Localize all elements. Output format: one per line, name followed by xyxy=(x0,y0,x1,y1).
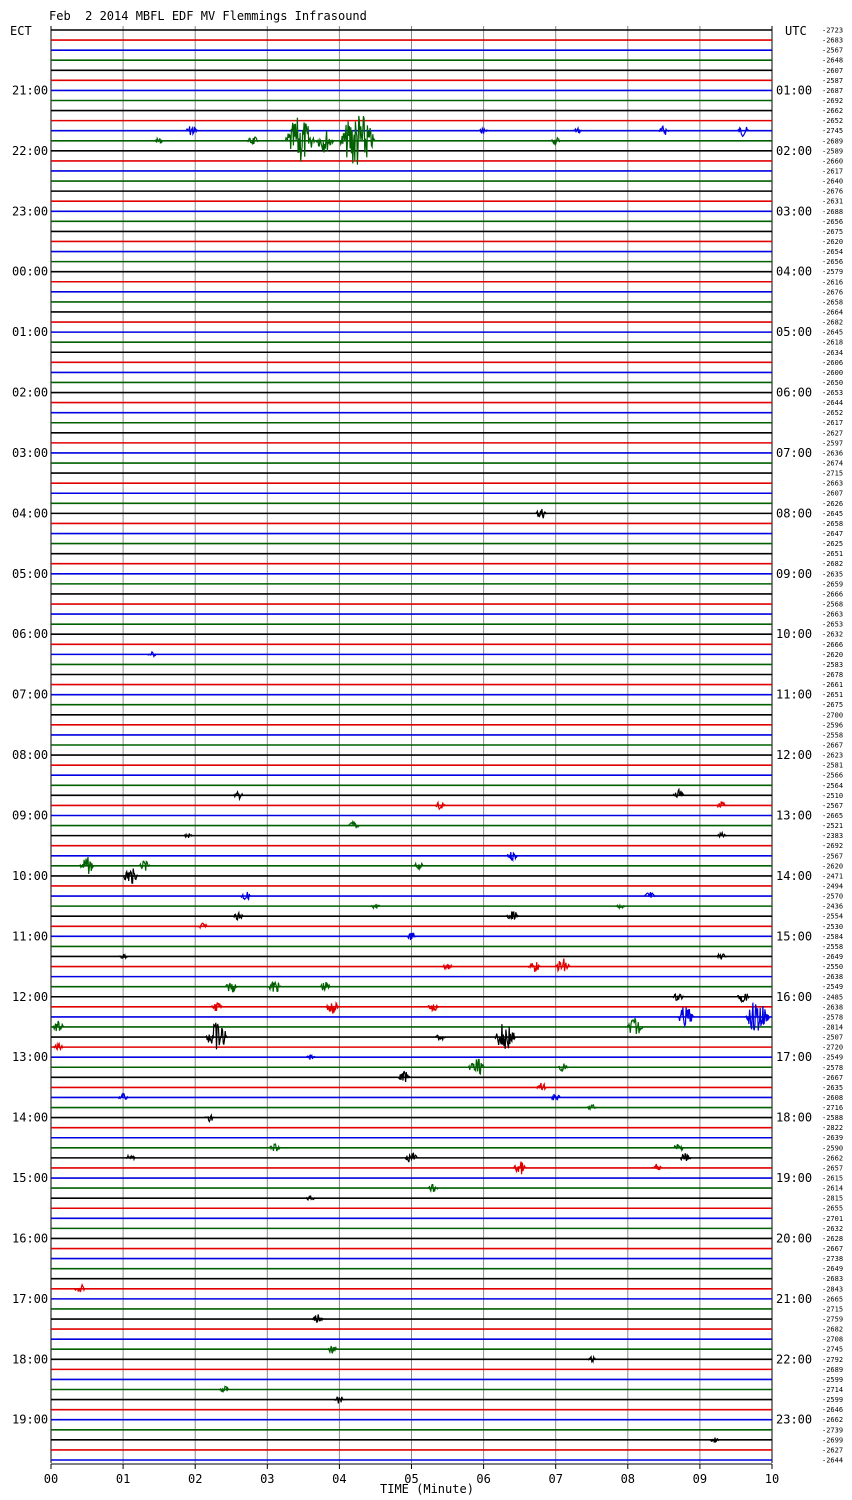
trace-offset-label: -2620 xyxy=(822,862,844,871)
trace-offset-label: -2494 xyxy=(822,882,844,891)
trace-offset-label: -2588 xyxy=(822,1114,844,1123)
trace-offset-label: -2682 xyxy=(822,1325,844,1334)
left-hour-label: 14:00 xyxy=(12,1110,49,1125)
trace-offset-label: -2745 xyxy=(822,127,844,136)
trace-offset-label: -2632 xyxy=(822,630,844,639)
event-burst xyxy=(479,129,488,134)
x-tick-label: 08 xyxy=(620,1472,636,1486)
trace-offset-label: -2383 xyxy=(822,832,844,841)
trace-offset-label: -2682 xyxy=(822,560,844,569)
left-hour-label: 19:00 xyxy=(12,1412,49,1427)
trace-offset-label: -2723 xyxy=(822,26,844,35)
trace-offset-label: -2815 xyxy=(822,1194,844,1203)
event-bursts xyxy=(52,116,769,1443)
trace-offset-label: -2661 xyxy=(822,681,844,690)
x-tick-label: 04 xyxy=(332,1472,347,1486)
left-hour-label: 08:00 xyxy=(12,748,49,763)
x-tick-label: 06 xyxy=(476,1472,491,1486)
x-tick-label: 07 xyxy=(548,1472,563,1486)
trace-offset-label: -2627 xyxy=(822,1446,844,1455)
right-hour-label: 12:00 xyxy=(776,748,813,763)
trace-offset-label: -2607 xyxy=(822,489,844,498)
event-burst xyxy=(536,1083,547,1090)
left-hour-label: 22:00 xyxy=(12,143,49,158)
trace-offset-label: -2578 xyxy=(822,1013,844,1022)
trace-offset-label: -2708 xyxy=(822,1335,844,1344)
trace-offset-label: -2634 xyxy=(822,348,844,357)
trace-offset-label: -2596 xyxy=(822,721,844,730)
trace-offset-label: -2550 xyxy=(822,963,844,972)
trace-offset-label: -2654 xyxy=(822,248,844,257)
event-burst xyxy=(184,834,193,838)
trace-offset-label: -2644 xyxy=(822,399,844,408)
trace-offset-label: -2653 xyxy=(822,389,844,398)
trace-offset-label: -2715 xyxy=(822,469,844,478)
event-burst xyxy=(312,1314,323,1322)
x-tick-label: 02 xyxy=(187,1472,203,1486)
trace-offset-label: -2616 xyxy=(822,278,844,287)
event-burst xyxy=(234,792,244,799)
left-hour-label: 17:00 xyxy=(12,1291,49,1306)
trace-offset-label: -2652 xyxy=(822,409,844,418)
event-burst xyxy=(119,954,128,958)
event-burst xyxy=(495,1024,516,1049)
right-hour-label: 08:00 xyxy=(776,506,813,521)
trace-offset-label: -2567 xyxy=(822,801,844,810)
right-hour-label: 09:00 xyxy=(776,566,813,581)
right-hour-label: 23:00 xyxy=(776,1412,813,1427)
trace-offset-label: -2632 xyxy=(822,1224,844,1233)
trace-offset-label: -2436 xyxy=(822,902,844,911)
trace-offset-label: -2631 xyxy=(822,197,844,206)
trace-offset-label: -2558 xyxy=(822,731,844,740)
x-tick-label: 00 xyxy=(43,1472,59,1486)
trace-offset-label: -2567 xyxy=(822,852,844,861)
trace-offset-label: -2714 xyxy=(822,1386,844,1395)
trace-offset-label: -2640 xyxy=(822,177,844,186)
x-tick-label: 10 xyxy=(764,1472,780,1486)
event-burst xyxy=(371,904,380,908)
trace-offset-label: -2701 xyxy=(822,1214,844,1223)
event-burst xyxy=(320,982,331,990)
left-hour-label: 07:00 xyxy=(12,687,49,702)
trace-offset-label: -2715 xyxy=(822,1305,844,1314)
trace-offset-label: -2471 xyxy=(822,872,844,881)
trace-offset-label: -2682 xyxy=(822,318,844,327)
right-hour-label: 01:00 xyxy=(776,83,813,98)
trace-offset-label: -2650 xyxy=(822,378,844,387)
trace-offset-label: -2549 xyxy=(822,1053,844,1062)
trace-offset-label: -2620 xyxy=(822,237,844,246)
trace-offset-label: -2648 xyxy=(822,56,844,65)
right-hour-label: 20:00 xyxy=(776,1231,813,1246)
trace-offset-label: -2658 xyxy=(822,298,844,307)
trace-offset-label: -2599 xyxy=(822,1375,844,1384)
trace-offset-label: -2554 xyxy=(822,912,844,921)
event-burst xyxy=(737,127,749,136)
trace-offset-label: -2584 xyxy=(822,932,844,941)
event-burst xyxy=(428,1185,438,1192)
trace-offset-label: -2607 xyxy=(822,66,844,75)
right-hour-label: 03:00 xyxy=(776,204,813,219)
trace-offset-label: -2599 xyxy=(822,1396,844,1405)
trace-offset-label: -2663 xyxy=(822,479,844,488)
event-burst xyxy=(528,962,540,972)
trace-offset-label: -2738 xyxy=(822,1255,844,1264)
right-hour-label: 13:00 xyxy=(776,808,813,823)
left-timezone-label: ECT xyxy=(10,24,32,38)
event-burst xyxy=(407,933,417,940)
event-burst xyxy=(535,509,547,518)
trace-offset-label: -2597 xyxy=(822,439,844,448)
trace-offset-label: -2558 xyxy=(822,942,844,951)
x-tick-label: 03 xyxy=(260,1472,275,1486)
event-burst xyxy=(627,1018,643,1034)
x-axis-label: TIME (Minute) xyxy=(380,1482,474,1496)
left-hour-label: 10:00 xyxy=(12,868,49,883)
left-hour-label: 05:00 xyxy=(12,566,49,581)
trace-offset-label: -2530 xyxy=(822,922,844,931)
trace-offset-label: -2564 xyxy=(822,781,844,790)
trace-offset-label: -2651 xyxy=(822,550,844,559)
trace-offset-label: -2570 xyxy=(822,892,844,901)
trace-offset-label: -2646 xyxy=(822,1406,844,1415)
trace-offset-label: -2666 xyxy=(822,590,844,599)
trace-offset-label: -2653 xyxy=(822,620,844,629)
event-burst xyxy=(616,905,625,908)
event-burst xyxy=(52,1021,64,1031)
trace-offset-label: -2657 xyxy=(822,1164,844,1173)
trace-offset-label: -2649 xyxy=(822,952,844,961)
event-burst xyxy=(644,892,655,898)
grid-lines xyxy=(51,26,772,1469)
trace-offset-label: -2716 xyxy=(822,1104,844,1113)
trace-offset-label: -2626 xyxy=(822,499,844,508)
event-burst xyxy=(443,964,453,969)
trace-offset-label: -2683 xyxy=(822,36,844,45)
trace-offset-label: -2628 xyxy=(822,1234,844,1243)
trace-offset-label: -2639 xyxy=(822,1134,844,1143)
trace-offset-label: -2666 xyxy=(822,640,844,649)
trace-offset-label: -2510 xyxy=(822,791,844,800)
trace-offset-label: -2676 xyxy=(822,187,844,196)
trace-offset-label: -2581 xyxy=(822,761,844,770)
trace-offset-label: -2659 xyxy=(822,580,844,589)
right-hour-label: 11:00 xyxy=(776,687,813,702)
event-burst xyxy=(717,954,727,959)
event-burst xyxy=(555,959,570,972)
left-hour-label: 15:00 xyxy=(12,1171,49,1186)
event-burst xyxy=(155,138,164,143)
trace-offset-label: -2822 xyxy=(822,1124,844,1133)
left-hour-label: 00:00 xyxy=(12,264,49,279)
trace-offset-label: -2587 xyxy=(822,76,844,85)
trace-offset-label: -2676 xyxy=(822,288,844,297)
trace-offset-label: -2689 xyxy=(822,137,844,146)
trace-offset-label: -2566 xyxy=(822,771,844,780)
trace-offset-label: -2635 xyxy=(822,1083,844,1092)
event-burst xyxy=(558,1064,568,1071)
event-burst xyxy=(658,126,669,135)
left-hour-label: 23:00 xyxy=(12,204,49,219)
left-hour-label: 12:00 xyxy=(12,989,49,1004)
trace-offset-label: -2620 xyxy=(822,650,844,659)
trace-offset-label: -2814 xyxy=(822,1023,844,1032)
trace-offset-label: -2623 xyxy=(822,751,844,760)
trace-offset-label: -2568 xyxy=(822,600,844,609)
trace-offset-label: -2636 xyxy=(822,449,844,458)
trace-offset-label: -2589 xyxy=(822,147,844,156)
trace-offset-label: -2662 xyxy=(822,1416,844,1425)
trace-offset-label: -2667 xyxy=(822,1245,844,1254)
trace-offset-label: -2638 xyxy=(822,973,844,982)
event-burst xyxy=(737,994,749,1002)
right-hour-label: 05:00 xyxy=(776,325,813,340)
trace-offset-label: -2667 xyxy=(822,741,844,750)
x-tick-label: 09 xyxy=(692,1472,708,1486)
trace-offset-label: -2674 xyxy=(822,459,844,468)
trace-offset-label: -2663 xyxy=(822,610,844,619)
trace-offset-label: -2662 xyxy=(822,1154,844,1163)
trace-offset-label: -2759 xyxy=(822,1315,844,1324)
right-hour-label: 19:00 xyxy=(776,1171,813,1186)
trace-offset-label: -2667 xyxy=(822,1073,844,1082)
trace-offset-label: -2665 xyxy=(822,1295,844,1304)
event-burst xyxy=(225,983,237,992)
trace-offset-label: -2600 xyxy=(822,368,844,377)
trace-offset-label: -2683 xyxy=(822,1275,844,1284)
trace-offset-label: -2689 xyxy=(822,1365,844,1374)
right-hour-label: 15:00 xyxy=(776,929,813,944)
trace-offset-label: -2678 xyxy=(822,671,844,680)
event-burst xyxy=(316,131,334,153)
trace-offset-label: -2656 xyxy=(822,258,844,267)
trace-offset-label: -2645 xyxy=(822,328,844,337)
right-hour-label: 14:00 xyxy=(776,868,813,883)
left-hour-label: 11:00 xyxy=(12,929,49,944)
trace-offset-label: -2617 xyxy=(822,167,844,176)
trace-offset-label: -2647 xyxy=(822,530,844,539)
x-tick-label: 01 xyxy=(115,1472,131,1486)
right-hour-label: 04:00 xyxy=(776,264,813,279)
trace-offset-label: -2608 xyxy=(822,1093,844,1102)
left-hour-label: 01:00 xyxy=(12,325,49,340)
right-hour-label: 07:00 xyxy=(776,445,813,460)
trace-offset-label: -2625 xyxy=(822,540,844,549)
left-hour-label: 03:00 xyxy=(12,445,49,460)
trace-offset-label: -2658 xyxy=(822,519,844,528)
right-hour-label: 21:00 xyxy=(776,1291,813,1306)
trace-offset-label: -2665 xyxy=(822,811,844,820)
trace-offset-label: -2615 xyxy=(822,1174,844,1183)
event-burst xyxy=(285,118,315,162)
trace-offset-label: -2656 xyxy=(822,217,844,226)
trace-offset-label: -2655 xyxy=(822,1204,844,1213)
event-burst xyxy=(139,861,150,871)
trace-offset-label: -2583 xyxy=(822,660,844,669)
right-timezone-label: UTC xyxy=(785,24,807,38)
left-hour-label: 04:00 xyxy=(12,506,49,521)
event-burst xyxy=(513,1162,526,1175)
event-burst xyxy=(326,1003,339,1014)
trace-offset-label: -2792 xyxy=(822,1355,844,1364)
left-hour-label: 06:00 xyxy=(12,627,49,642)
trace-offset-label: -2664 xyxy=(822,308,844,317)
event-burst xyxy=(680,1153,691,1161)
trace-offset-label: -2521 xyxy=(822,822,844,831)
trace-offset-label: -2692 xyxy=(822,842,844,851)
left-hour-label: 18:00 xyxy=(12,1352,49,1367)
trace-offset-label: -2635 xyxy=(822,570,844,579)
trace-offset-label: -2675 xyxy=(822,701,844,710)
event-burst xyxy=(587,1357,596,1362)
trace-offset-label: -2692 xyxy=(822,96,844,105)
right-hour-label: 17:00 xyxy=(776,1050,813,1065)
trace-offset-label: -2579 xyxy=(822,268,844,277)
right-hour-label: 02:00 xyxy=(776,143,813,158)
trace-offset-label: -2720 xyxy=(822,1043,844,1052)
trace-offset-label: -2507 xyxy=(822,1033,844,1042)
left-hour-label: 16:00 xyxy=(12,1231,49,1246)
trace-offset-label: -2614 xyxy=(822,1184,844,1193)
event-burst xyxy=(468,1059,484,1074)
trace-offset-label: -2675 xyxy=(822,227,844,236)
trace-offset-label: -2739 xyxy=(822,1426,844,1435)
trace-offset-label: -2745 xyxy=(822,1345,844,1354)
trace-offset-label: -2590 xyxy=(822,1144,844,1153)
trace-offset-label: -2699 xyxy=(822,1436,844,1445)
left-hour-label: 21:00 xyxy=(12,83,49,98)
trace-offset-label: -2606 xyxy=(822,358,844,367)
event-burst xyxy=(710,1438,719,1443)
trace-offset-label: -2567 xyxy=(822,46,844,55)
trace-offset-label: -2618 xyxy=(822,338,844,347)
axis-labels xyxy=(12,27,843,1487)
trace-offset-label: -2617 xyxy=(822,419,844,428)
left-hour-label: 09:00 xyxy=(12,808,49,823)
trace-offset-label: -2578 xyxy=(822,1063,844,1072)
trace-offset-label: -2651 xyxy=(822,691,844,700)
trace-offset-label: -2662 xyxy=(822,107,844,116)
trace-offset-label: -2645 xyxy=(822,509,844,518)
trace-offset-label: -2638 xyxy=(822,1003,844,1012)
event-burst xyxy=(219,1386,229,1392)
right-hour-label: 10:00 xyxy=(776,627,813,642)
right-hour-label: 18:00 xyxy=(776,1110,813,1125)
trace-offset-label: -2660 xyxy=(822,157,844,166)
trace-offset-label: -2652 xyxy=(822,117,844,126)
left-hour-label: 02:00 xyxy=(12,385,49,400)
event-burst xyxy=(211,1003,222,1012)
event-burst xyxy=(652,1164,662,1170)
x-tick-label: 05 xyxy=(404,1472,419,1486)
trace-offset-label: -2700 xyxy=(822,711,844,720)
left-hour-label: 13:00 xyxy=(12,1050,49,1065)
right-hour-label: 22:00 xyxy=(776,1352,813,1367)
right-hour-label: 16:00 xyxy=(776,989,813,1004)
trace-offset-label: -2485 xyxy=(822,993,844,1002)
trace-offset-label: -2644 xyxy=(822,1456,844,1465)
trace-offset-label: -2688 xyxy=(822,207,844,216)
chart-title: Feb 2 2014 MBFL EDF MV Flemmings Infrasound xyxy=(49,9,367,23)
trace-offset-label: -2843 xyxy=(822,1285,844,1294)
trace-offset-label: -2649 xyxy=(822,1265,844,1274)
right-hour-label: 06:00 xyxy=(776,385,813,400)
event-burst xyxy=(428,1004,439,1010)
trace-offset-label: -2627 xyxy=(822,429,844,438)
trace-offset-label: -2687 xyxy=(822,86,844,95)
trace-offset-label: -2549 xyxy=(822,983,844,992)
